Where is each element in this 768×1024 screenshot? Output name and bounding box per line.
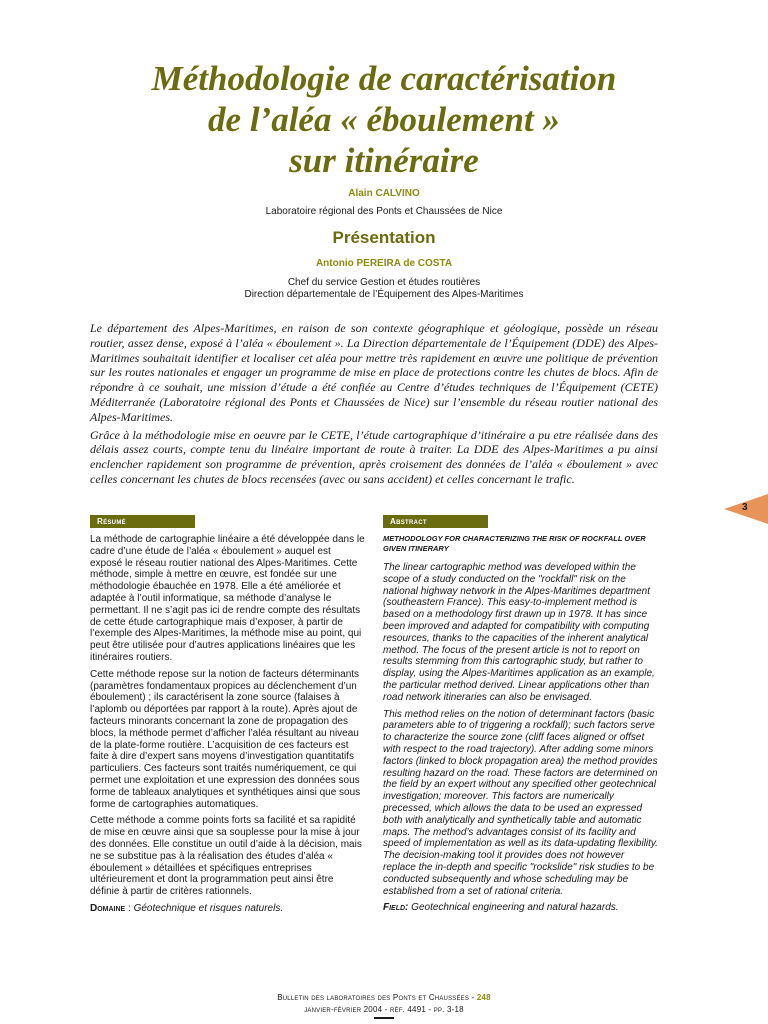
abstract-title: METHODOLOGY FOR CHARACTERIZING THE RISK OF ROCKFALL OVER GIVEN ITINERARY <box>383 534 646 553</box>
title-line-1: Méthodologie de caractérisation <box>151 59 617 98</box>
field-value: Geotechnical engineering and natural hazards. <box>408 902 619 914</box>
domain-separator: : <box>125 902 134 914</box>
presentation-affiliation-1: Chef du service Gestion et études routières <box>287 277 481 288</box>
resume-paragraph-3: Cette méthode a comme points forts sa facilité et sa rapidité de mise en œuvre ainsi que sa souplesse pour la mise à jour des données. Elle constitue un outil d’aide à la décision, mais ne se substitue pas à la réalisation des études d’aléa « éboulement » détaillées et spécifiques entreprises ultérieurement et dont la programmation peut ainsi être définie à partir de critères rationnels. <box>90 815 362 898</box>
footer-issue-number: 248 <box>476 993 491 1002</box>
abstract-column <box>383 534 658 919</box>
article-title <box>0 58 768 181</box>
footer-journal <box>0 993 768 1002</box>
presentation-affiliation-2: Direction départementale de l’Équipement des Alpes-Maritimes <box>244 289 524 300</box>
presentation-heading: Présentation <box>332 228 436 247</box>
domain-label: Domaine <box>90 902 126 914</box>
page-number: 3 <box>742 502 748 513</box>
field-label: Field: <box>383 902 409 914</box>
resume-column <box>90 534 365 920</box>
abstract-heading: Abstract <box>383 515 488 528</box>
resume-paragraph-2: Cette méthode repose sur la notion de facteurs déterminants (paramètres fondamentaux propices au déclenchement d’un éboulement) ; ils caractérisent la zone source (falaises à l’aplomb ou déportées par rapport à la route). Après ajout de facteurs minorants concernant la zone de propagation des blocs, la méthode permet d’afficher l’aléa résultant au niveau de la plate-forme routière. L’acquisition de ces facteurs est faite à dire d’expert sans moyens d’investigation quantitatifs particuliers. Ces facteurs sont traités numériquement, ce qui permet une exploitation et une expression des données sous forme de tableaux analytiques et synthétiques ainsi que sous forme de cartographies automatiques. <box>90 668 361 810</box>
footer-journal-name: Bulletin des laboratoires des Ponts et Chaussées - <box>277 993 477 1002</box>
abstract-paragraph-1: The linear cartographic method was developed within the scope of a study conducted on the "rockfall" risk on the national highway network in the Alpes-Maritimes department (southeastern France). This easy-to-implement method is based on a methodology first drawn up in 1978. It has since been improved and adapted for compatibility with computing resources, thanks to the capacities of the inherent analytical method. The focus of the present article is not to report on results stemming from this cartographic study, but rather to display, using the Alpes-Maritimes application as an example, the particular method derived. Linear applications other than road network itineraries can also be envisaged. <box>383 562 655 703</box>
footer-divider <box>374 1017 394 1019</box>
page-number-tab <box>724 494 768 524</box>
introduction <box>90 321 658 490</box>
title-line-2: de l’aléa « éboulement » <box>208 100 560 139</box>
author-name: Alain CALVINO <box>348 188 420 199</box>
intro-paragraph-1: Le département des Alpes-Maritimes, en raison de son contexte géographique et géologique, possède un réseau routier, assez dense, exposé à l’aléa « éboulement ». La Direction départementale de l’Équipement (DDE) des Alpes-Maritimes souhaitait identifier et localiser cet aléa pour mettre très rapidement en œuvre une politique de prévention sur les routes nationales et engager un programme de mise en place de protections contre les chutes de blocs. Afin de répondre à ce souhait, une mission d’étude a été confiée au Centre d’études techniques de l’Équipement (CETE) Méditerranée (Laboratoire régional des Ponts et Chaussées de Nice) sur l’ensemble du réseau routier national des Alpes-Maritimes. <box>90 321 658 424</box>
title-line-3: sur itinéraire <box>289 141 479 180</box>
abstract-keywords <box>383 902 658 914</box>
domain-value: Géotechnique et risques naturels. <box>133 902 284 914</box>
intro-paragraph-2: Grâce à la méthodologie mise en oeuvre par le CETE, l’étude cartographique d’itinéraire a pu etre réalisée dans des délais assez courts, compte tenu du linéaire important de route à traiter. La DDE des Alpes-Maritimes a pu ainsi enclencher rapidement son programme de prévention, après croisement des données de l’aléa « éboulement » avec celles concernant les chutes de blocs recensées (avec ou sans accident) et celles concernant le trafic. <box>90 427 658 486</box>
abstract-paragraph-2: This method relies on the notion of determinant factors (basic parameters able to of triggering a rockfall); such factors serve to characterize the source zone (cliff faces aligned or offset with respect to the road trajectory). After adding some minors factors (linked to block propagation area) the method provides resulting hazard on the road. These factors are determined on the field by an expert without any specified other geotechnical investigation; moreover. This factors are numerically precessed, which allows the data to be used an expressed both with analytically and synthetically table and automatic maps. The method’s advantages consist of its facility and speed of implementation as well as its data-updating flexibility. The decision-making tool it provides does not however replace the in-depth and specific "rockslide" risk studies to be conducted subsequently and whose scheduling may be established from a set of rational criteria. <box>383 708 658 897</box>
footer-reference: janvier-février 2004 - réf. 4491 - pp. 3-18 <box>304 1005 464 1014</box>
author-affiliation: Laboratoire régional des Ponts et Chaussées de Nice <box>265 206 503 217</box>
resume-keywords <box>90 903 365 915</box>
presentation-author: Antonio PEREIRA de COSTA <box>315 258 453 269</box>
resume-heading: Résumé <box>90 515 195 528</box>
resume-paragraph-1: La méthode de cartographie linéaire a été développée dans le cadre d’une étude de l’aléa « éboulement » auquel est exposé le réseau routier national des Alpes-Maritimes. Cette méthode, simple à mettre en œuvre, est fondée sur une méthodologie ébauchée en 1978. Elle a été améliorée et adaptée à l’outil informatique, sa méthode d’analyse le permettant. Il ne s’agit pas ici de rendre compte des résultats de cette étude cartographique mais d’exposer, à partir de l’exemple des Alpes-Maritimes, la méthode mise au point, qui peut être utilisée pour d’autres applications linéaires que les itinéraires routiers. <box>90 534 365 663</box>
